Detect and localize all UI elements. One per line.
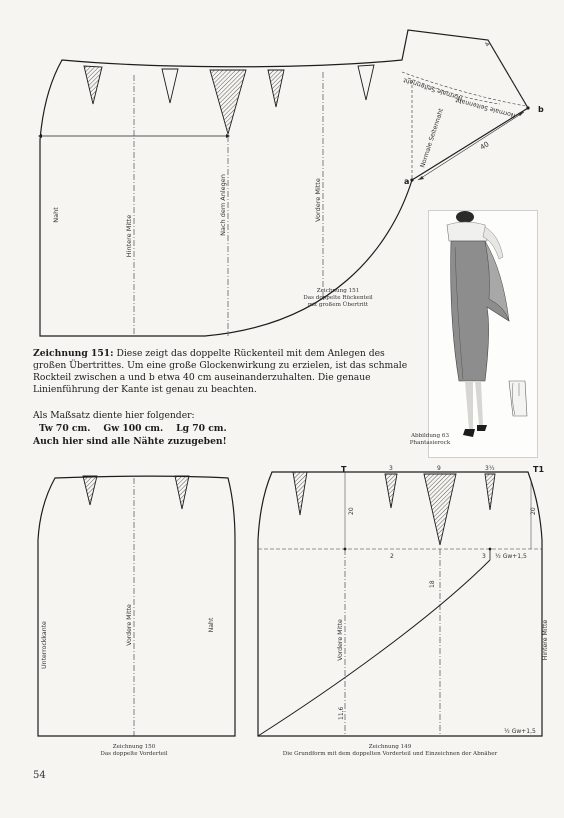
right-pattern-drawing <box>250 455 564 745</box>
caption-zeichnung-149: Zeichnung 149 Die Grundform mit dem doppelten Vorderteil und Einzeichnen der Abnäher <box>282 744 498 757</box>
label-vordere-mitte-right: Vordere Mitte <box>337 619 344 661</box>
label-9: 9 <box>437 465 441 472</box>
label-18: 18 <box>429 580 436 588</box>
left-pattern-outline <box>38 476 235 736</box>
caption-abbildung-63: Abbildung 63 Phantasierock <box>409 433 451 446</box>
label-3-5: 3½ <box>485 465 495 472</box>
measure-gw: Gw 100 cm. <box>103 422 164 434</box>
label-naht-left: Naht <box>208 617 215 633</box>
label-20-right: 20 <box>530 507 537 515</box>
label-point-b: b <box>538 105 544 114</box>
right-dart-1 <box>293 472 307 515</box>
label-t1: T1 <box>533 465 545 474</box>
measure-lg: Lg 70 cm. <box>176 422 227 434</box>
massatz-intro: Als Maßsatz diente hier folgender: <box>33 410 195 421</box>
dart-2 <box>162 69 178 103</box>
label-hintere-mitte-top: Hintere Mitte <box>125 214 133 258</box>
skirt-illustration <box>409 210 538 458</box>
right-dart-3 <box>424 474 456 545</box>
measurement-block <box>33 410 353 448</box>
left-pattern-drawing <box>0 455 250 745</box>
label-4: 4 <box>483 41 492 48</box>
label-normale-seitennaht-arc1: Normale Seitennaht <box>402 76 464 102</box>
label-2: 2 <box>390 553 394 560</box>
left-dart-2 <box>175 476 189 509</box>
right-dart-4 <box>485 474 495 510</box>
caption-zeichnung-151: Zeichnung 151 Das doppelte Rückenteil mit großem Übertritt <box>303 288 373 308</box>
label-gw15-bottom: ½ Gw+1,5 <box>504 728 536 735</box>
page-number: 54 <box>33 770 46 781</box>
dart-5 <box>358 65 374 100</box>
description-label: Zeichnung 151: <box>33 348 114 359</box>
measure-tw: Tw 70 cm. <box>39 422 91 434</box>
label-nach-dem-anlegen: Nach dem Anlegen <box>219 174 227 236</box>
note-naehte: Auch hier sind alle Nähte zuzugeben! <box>33 435 227 447</box>
label-vordere-mitte-left: Vordere Mitte <box>126 604 133 646</box>
dart-3 <box>210 70 246 134</box>
label-normale-seitennaht-arc2: Normale Seitennaht <box>454 96 517 119</box>
label-11-6: 11,6 <box>338 706 345 720</box>
description-paragraph <box>33 348 419 396</box>
label-t: T <box>341 465 347 474</box>
label-vordere-mitte-top: Vordere Mitte <box>314 178 322 222</box>
description-body: Diese zeigt das doppelte Rückenteil mit dem Anlegen des großen Übertrittes. Um eine große Glockenwirkung zu erzielen, ist das schmale Rockteil zwischen a und b etwa 40 cm auseinanderzuhalten. Die genaue Linienführung der Kante ist genau zu beachten. <box>33 348 408 395</box>
right-dart-2 <box>385 474 397 508</box>
label-normale-seitennaht-vertical: Normale Seitennaht <box>419 107 446 169</box>
label-hintere-mitte-right: Hintere Mitte <box>542 619 549 661</box>
label-3-gw: 3 <box>482 553 486 560</box>
label-naht-top: Naht <box>52 207 60 223</box>
label-3: 3 <box>389 465 393 472</box>
label-unterrockkante: Unterrockkante <box>41 621 48 669</box>
label-point-a: a <box>404 177 410 186</box>
left-dart-1 <box>83 476 97 505</box>
caption-zeichnung-150: Zeichnung 150 Das doppelte Vorderteil <box>100 744 168 757</box>
label-20-left: 20 <box>348 507 355 515</box>
skirt-figure-image <box>429 211 539 459</box>
dart-1 <box>84 66 102 104</box>
label-gw15-top: ½ Gw+1,5 <box>495 553 527 560</box>
label-40: 40 <box>478 140 491 152</box>
dart-4 <box>268 70 284 107</box>
